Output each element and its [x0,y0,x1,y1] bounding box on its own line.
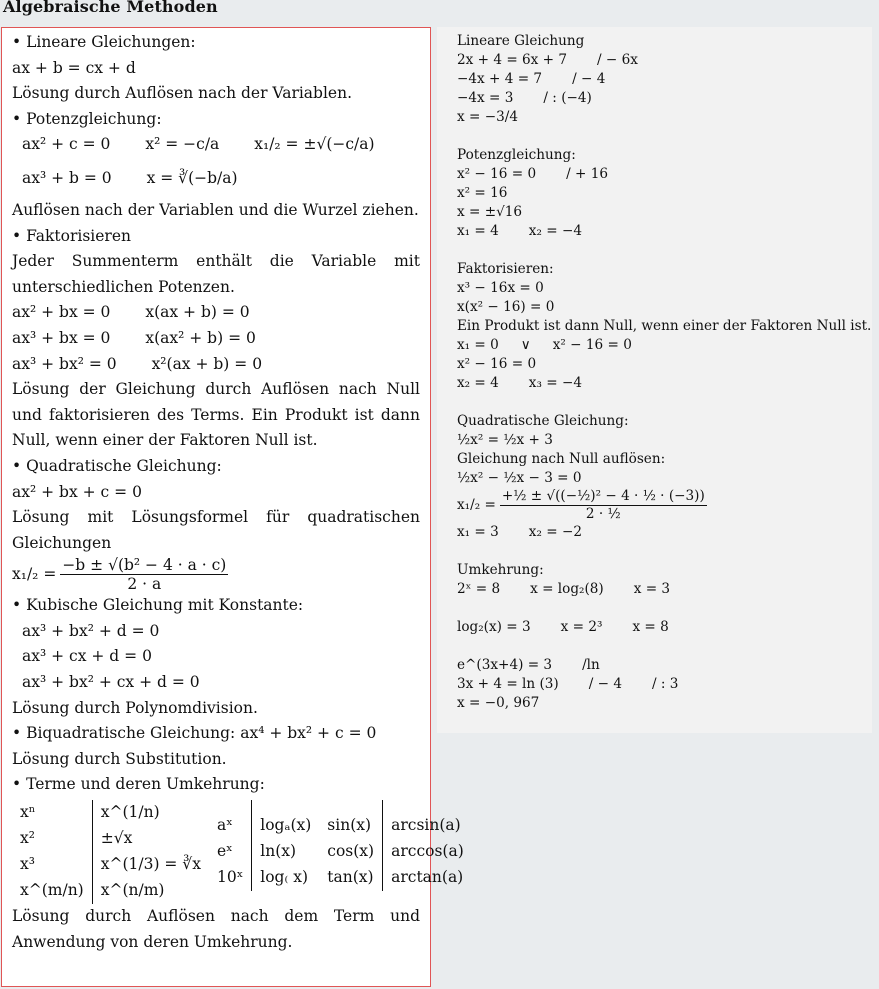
ex-lin-l4: x = −3/4 [457,109,518,125]
quad-formula-num: −b ± √(b² − 4 · a · c) [62,556,227,575]
ex-fak-l2: x(x² − 16) = 0 [457,299,555,315]
potenz-text: Auflösen nach der Variablen und die Wurzel ziehen. [12,200,419,219]
ex-umk-heading: Umkehrung: [457,562,544,578]
terme-cell: sin(x) [327,816,372,835]
ex-lin-l2: −4x + 4 = 7 [457,71,543,87]
ex-lin-row [457,89,872,108]
ex-lin-l3op: / : (−4) [543,90,592,106]
terme-cell: aˣ [216,816,233,835]
ex-qua-heading: Quadratische Gleichung: [457,413,629,429]
ex-qua-l5a: x₁ = 3 [457,524,499,540]
ex-qua-formula [457,488,872,523]
fakt-row-3 [12,352,420,378]
fakt-row-2 [12,326,420,352]
kubisch-eq2: ax³ + cx + d = 0 [22,647,152,666]
ex-lin-heading: Lineare Gleichung [457,33,585,49]
kubisch-eq1: ax³ + bx² + d = 0 [22,621,160,640]
ex-qua-f-den: 2 · ½ [585,506,621,522]
quad-formula [12,556,420,593]
examples-panel [437,27,872,733]
ex-fak-l6b: x₃ = −4 [528,375,582,391]
ex-umk-l4a: 3x + 4 = ln (3) [457,676,559,692]
ex-pot-l3: x = ±√16 [457,204,523,220]
potenz-heading: • Potenzgleichung: [12,109,162,128]
page-title: Algebraische Methoden [3,0,218,16]
ex-pot-l1: x² − 16 = 0 [457,166,537,182]
fakt-r1b: x(ax + b) = 0 [145,303,250,322]
fakt-r2b: x(ax² + b) = 0 [145,328,256,347]
terme-cell: ±√x [100,829,133,848]
ex-qua-row [457,523,872,542]
terme-col-4 [251,800,319,891]
ex-umk-l5: x = −0, 967 [457,695,540,711]
ex-fak-l1: x³ − 16x = 0 [457,280,544,296]
ex-pot-l2: x² = 16 [457,185,508,201]
ex-umk-l2b: x = 2³ [560,619,603,635]
potenz-eq1b: x² = −c/a [145,135,220,154]
fakt-row-1 [12,300,420,326]
terme-cell: x³ [20,855,35,874]
potenz-eq1c: x₁/₂ = ±√(−c/a) [254,135,375,154]
ex-lin-l2op: / − 4 [572,71,606,87]
terme-cell: x^(1/n) [100,803,160,822]
ex-fak-row [457,374,872,393]
fakt-text: Jeder Summenterm enthält die Variable mit unterschiedlichen Potenzen. [12,252,420,296]
ex-umk-l2a: log₂(x) = 3 [457,619,531,635]
fakt-r3b: x²(ax + b) = 0 [151,354,263,373]
terme-cell: xⁿ [20,803,36,822]
fakt-r1a: ax² + bx = 0 [12,303,111,322]
linear-heading: • Lineare Gleichungen: [12,33,196,51]
kubisch-text: Lösung durch Polynomdivision. [12,698,258,717]
ex-umk-l4op1: / − 4 [588,676,622,692]
ex-lin-row [457,70,872,89]
ex-fak-l5: x² − 16 = 0 [457,356,537,372]
terme-col-1 [12,800,92,904]
quad-formula-lhs: x₁/₂ = [12,564,57,583]
quad-formula-den: 2 · a [127,575,162,594]
fakt-heading: • Faktorisieren [12,226,131,245]
ex-umk-row [457,675,872,694]
ex-qua-l3: ½x² − ½x − 3 = 0 [457,470,582,486]
ex-lin-l3: −4x = 3 [457,90,514,106]
fakt-r3a: ax³ + bx² = 0 [12,354,117,373]
terme-cell: x^(m/n) [20,881,84,900]
ex-fak-heading: Faktorisieren: [457,261,554,277]
biquad-heading: • Biquadratische Gleichung: ax⁴ + bx² + c = 0 [12,724,377,743]
terme-cell: x² [20,829,35,848]
ex-umk-l4op2: / : 3 [651,676,679,692]
terme-cell: x^(n/m) [100,881,165,900]
linear-text: Lösung durch Auflösen nach der Variablen. [12,84,353,103]
terme-col-5 [319,800,382,891]
terme-heading: • Terme und deren Umkehrung: [12,775,265,794]
ex-fak-l4or: ∨ [520,337,531,353]
ex-umk-l3op: /ln [582,657,600,673]
terme-cell: cos(x) [327,842,375,861]
ex-umk-l1b: x = log₂(8) [530,581,604,597]
ex-fak-l6a: x₂ = 4 [457,375,499,391]
linear-equation: ax + b = cx + d [12,58,136,77]
ex-umk-l2c: x = 8 [632,619,669,635]
terme-col-2 [92,800,209,904]
quad-equation: ax² + bx + c = 0 [12,482,142,501]
kubisch-heading: • Kubische Gleichung mit Konstante: [12,596,304,615]
potenz-eq2: ax³ + b = 0 [22,168,112,187]
ex-pot-row [457,165,872,184]
fakt-text-2: Lösung der Gleichung durch Auflösen nach Null und faktorisieren des Terms. Ein Produkt ist dann Null, wenn einer der Faktoren Null ist. [12,380,420,450]
ex-lin-l1: 2x + 4 = 6x + 7 [457,52,568,68]
ex-umk-l3a: e^(3x+4) = 3 [457,657,553,673]
ex-qua-l2: Gleichung nach Null auflösen: [457,451,666,467]
terme-cell: eˣ [216,842,233,861]
ex-pot-row [457,222,872,241]
ex-fak-row [457,336,872,355]
quad-text: Lösung mit Lösungsformel für quadratischen Gleichungen [12,508,420,552]
terme-cell: x^(1/3) = ∛x [100,855,201,874]
potenz-eq1: ax² + c = 0 [22,135,111,154]
ex-qua-f-num: +½ ± √((−½)² − 4 · ½ · (−3)) [501,488,705,504]
fakt-r2a: ax³ + bx = 0 [12,328,111,347]
ex-umk-row [457,580,872,599]
ex-qua-f-lhs: x₁/₂ = [457,497,496,513]
terme-text: Lösung durch Auflösen nach dem Term und Anwendung von deren Umkehrung. [12,907,420,951]
ex-pot-l4a: x₁ = 4 [457,223,499,239]
potenz-row-2 [12,158,420,198]
terme-table [12,800,464,904]
biquad-text: Lösung durch Substitution. [12,749,227,768]
potenz-row-1 [12,132,420,158]
ex-fak-l3: Ein Produkt ist dann Null, wenn einer der Faktoren Null ist. [457,318,872,334]
ex-pot-l4b: x₂ = −4 [528,223,582,239]
ex-umk-row [457,656,872,675]
ex-lin-l1op: / − 6x [597,52,638,68]
ex-pot-l1op: / + 16 [566,166,609,182]
terme-cell: tan(x) [327,868,374,887]
terme-cell: logₐ(x) [260,816,312,835]
ex-fak-l4a: x₁ = 0 [457,337,499,353]
methods-panel [1,27,464,987]
ex-umk-l1a: 2ˣ = 8 [457,581,501,597]
potenz-eq2b: x = ∛(−b/a) [146,168,238,187]
quad-heading: • Quadratische Gleichung: [12,456,222,475]
terme-cell: arctan(a) [391,868,464,887]
terme-col-3 [209,800,251,891]
ex-lin-row [457,51,872,70]
ex-fak-l4b: x² − 16 = 0 [552,337,632,353]
ex-qua-l1: ½x² = ½x + 3 [457,432,553,448]
terme-cell: log₍ x) [260,868,308,887]
terme-cell: 10ˣ [216,868,244,887]
ex-umk-row [457,618,872,637]
kubisch-eq3: ax³ + bx² + cx + d = 0 [22,673,200,692]
terme-cell: arccos(a) [391,842,464,861]
ex-qua-l5b: x₂ = −2 [528,524,582,540]
ex-umk-l1c: x = 3 [633,581,671,597]
terme-col-6 [382,800,472,891]
ex-pot-heading: Potenzgleichung: [457,147,576,163]
terme-cell: ln(x) [260,842,297,861]
terme-cell: arcsin(a) [391,816,461,835]
